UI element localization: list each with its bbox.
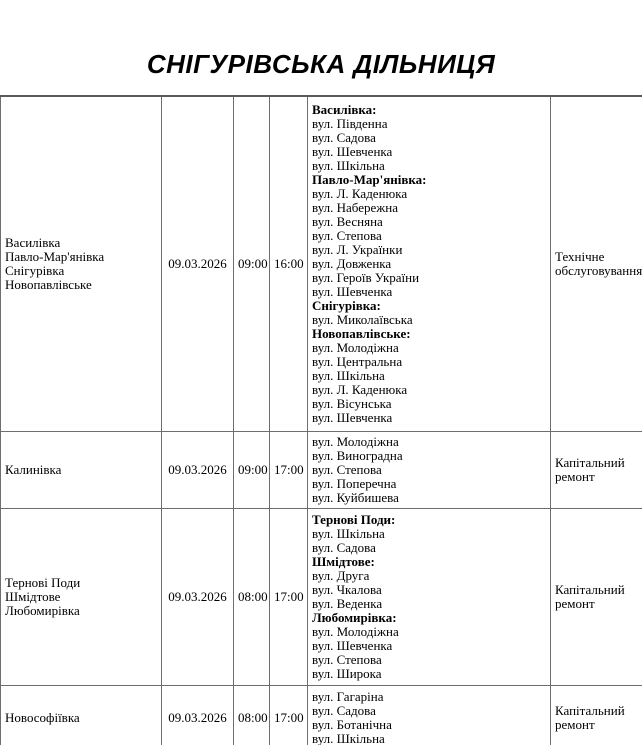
settlement-name: Новософіївка (5, 710, 80, 725)
outage-schedule-table (0, 95, 642, 745)
street-name: вул. Широка (312, 666, 382, 681)
settlement-name: Любомирівка (5, 603, 80, 618)
street-name: вул. Чкалова (312, 582, 382, 597)
streets-cell (308, 509, 551, 686)
street-name: вул. Садова (312, 703, 376, 718)
streets-cell (308, 432, 551, 509)
street-name: вул. Виноградна (312, 448, 403, 463)
table-row (1, 509, 642, 686)
settlement-name: Снігурівка (5, 263, 65, 278)
start-time-cell: 08:00 (234, 509, 270, 686)
street-name: вул. Героїв України (312, 270, 420, 285)
settlement-name: Тернові Поди (5, 575, 81, 590)
settlement-name: Шмідтове (5, 589, 61, 604)
page-title: СНІГУРІВСЬКА ДІЛЬНИЦЯ (146, 49, 496, 79)
street-name: вул. Ботанічна (312, 717, 392, 732)
settlement-street-group-header: Шмідтове: (312, 554, 375, 569)
end-time-cell: 17:00 (270, 509, 308, 686)
streets-cell (308, 96, 551, 432)
street-name: вул. Л. Українки (312, 242, 403, 257)
settlement-name: Новопавлівське (5, 277, 92, 292)
street-name: вул. Молодіжна (312, 434, 399, 449)
table-body (1, 96, 642, 745)
street-name: вул. Шкільна (312, 731, 385, 745)
street-name: вул. Південна (312, 116, 388, 131)
work-type-cell: Капітальний ремонт (551, 509, 642, 686)
street-name: вул. Шевченка (312, 284, 393, 299)
street-name: вул. Центральна (312, 354, 403, 369)
streets-cell (308, 686, 551, 745)
start-time-cell: 09:00 (234, 96, 270, 432)
street-name: вул. Вісунська (312, 396, 392, 411)
end-time-cell: 17:00 (270, 432, 308, 509)
end-time-cell: 17:00 (270, 686, 308, 745)
street-name: вул. Довженка (312, 256, 392, 271)
table-row (1, 432, 642, 509)
work-type-cell: Капітальний ремонт (551, 432, 642, 509)
street-name: вул. Шевченка (312, 638, 393, 653)
street-name: вул. Л. Каденюка (312, 382, 408, 397)
date-cell: 09.03.2026 (162, 96, 234, 432)
settlements-cell (1, 686, 162, 745)
street-name: вул. Шкільна (312, 526, 385, 541)
settlement-street-group-header: Новопавлівське: (312, 326, 411, 341)
street-name: вул. Садова (312, 130, 376, 145)
settlements-cell (1, 96, 162, 432)
street-name: вул. Шкільна (312, 368, 385, 383)
work-type-cell: Капітальний ремонт (551, 686, 642, 745)
settlement-name: Калинівка (5, 462, 62, 477)
street-name: вул. Л. Каденюка (312, 186, 408, 201)
street-name: вул. Молодіжна (312, 624, 399, 639)
settlement-street-group-header: Тернові Поди: (312, 512, 396, 527)
settlement-street-group-header: Любомирівка: (312, 610, 397, 625)
date-cell: 09.03.2026 (162, 432, 234, 509)
table-row (1, 96, 642, 432)
street-name: вул. Миколаївська (312, 312, 413, 327)
street-name: вул. Степова (312, 462, 382, 477)
settlement-name: Василівка (5, 235, 61, 250)
street-name: вул. Набережна (312, 200, 398, 215)
end-time-cell: 16:00 (270, 96, 308, 432)
date-cell: 09.03.2026 (162, 686, 234, 745)
street-name: вул. Шкільна (312, 158, 385, 173)
street-name: вул. Веденка (312, 596, 383, 611)
settlements-cell (1, 432, 162, 509)
settlement-street-group-header: Павло-Мар'янівка: (312, 172, 427, 187)
date-cell: 09.03.2026 (162, 509, 234, 686)
start-time-cell: 09:00 (234, 432, 270, 509)
settlement-street-group-header: Василівка: (312, 102, 377, 117)
street-name: вул. Шевченка (312, 144, 393, 159)
street-name: вул. Садова (312, 540, 376, 555)
street-name: вул. Шевченка (312, 410, 393, 425)
street-name: вул. Поперечна (312, 476, 397, 491)
settlements-cell (1, 509, 162, 686)
street-name: вул. Степова (312, 652, 382, 667)
street-name: вул. Степова (312, 228, 382, 243)
work-type-cell: Технічне обслуговування (551, 96, 642, 432)
settlement-street-group-header: Снігурівка: (312, 298, 381, 313)
street-name: вул. Молодіжна (312, 340, 399, 355)
street-name: вул. Куйбишева (312, 490, 399, 505)
street-name: вул. Весняна (312, 214, 383, 229)
street-name: вул. Друга (312, 568, 370, 583)
table-row (1, 686, 642, 745)
settlement-name: Павло-Мар'янівка (5, 249, 105, 264)
street-name: вул. Гагаріна (312, 689, 384, 704)
start-time-cell: 08:00 (234, 686, 270, 745)
